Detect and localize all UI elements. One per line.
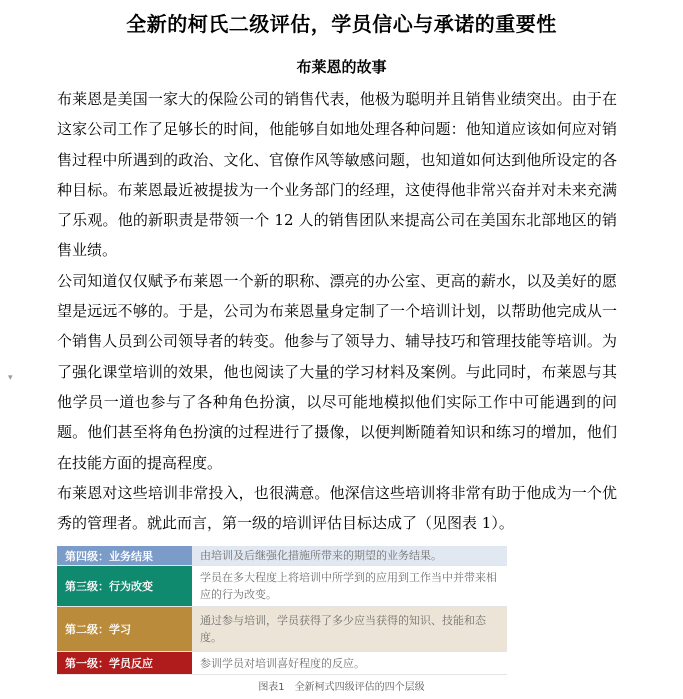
body-text — [57, 84, 617, 538]
level-row — [57, 566, 507, 607]
evaluation-levels-figure — [57, 546, 507, 675]
section-subtitle: 布莱恩的故事 — [296, 58, 387, 76]
paragraph: 公司知道仅仅赋予布莱恩一个新的职称、漂亮的办公室、更高的薪水，以及美好的愿望是远远不够的。于是，公司为布莱恩量身定制了一个培训计划，以帮助他完成从一个销售人员到公司领导者的转变。他参与了领导力、辅导技巧和管理技能等培训。为了强化课堂培训的效果，他也阅读了大量的学习材料及案例。与此同时，布莱恩与其他学员一道也参与了各种角色扮演，以尽可能地模拟他们实际工作中可能遇到的问题。他们甚至将角色扮演的过程进行了摄像，以便判断随着知识和练习的增加，他们在技能方面的提高程度。 — [57, 271, 617, 472]
level-description: 参训学员对培训喜好程度的反应。 — [192, 652, 507, 674]
level-name: 第一级：学员反应 — [57, 652, 192, 674]
level-description: 由培训及后继强化措施所带来的期望的业务结果。 — [192, 546, 507, 565]
margin-marker-icon: ▾ — [8, 373, 13, 383]
level-name: 第三级：行为改变 — [57, 566, 192, 606]
level-row — [57, 607, 507, 652]
level-row — [57, 652, 507, 675]
paragraph: 布莱恩是美国一家大的保险公司的销售代表，他极为聪明并且销售业绩突出。由于在这家公司工作了足够长的时间，他能够自如地处理各种问题：他知道应该如何应对销售过程中所遇到的政治、文化、官僚作风等敏感问题，也知道如何达到他所设定的各种目标。布莱恩最近被提拔为一个业务部门的经理，这使得他非常兴奋并对未来充满了乐观。他的新职责是带领一个 12 人的销售团队来提高公司在美国东北部地区的销售业绩。 — [57, 90, 617, 260]
page-title: 全新的柯氏二级评估，学员信心与承诺的重要性 — [126, 12, 557, 36]
level-description: 学员在多大程度上将培训中所学到的应用到工作当中并带来相应的行为改变。 — [192, 566, 507, 606]
level-description: 通过参与培训，学员获得了多少应当获得的知识、技能和态度。 — [192, 607, 507, 651]
figure-caption: 图表1 全新柯式四级评估的四个层级 — [258, 682, 425, 693]
level-name: 第二级：学习 — [57, 607, 192, 651]
level-row — [57, 546, 507, 566]
level-name: 第四级：业务结果 — [57, 546, 192, 565]
paragraph: 布莱恩对这些培训非常投入，也很满意。他深信这些培训将非常有助于他成为一个优秀的管理者。就此而言，第一级的培训评估目标达成了（见图表 1）。 — [57, 483, 617, 533]
